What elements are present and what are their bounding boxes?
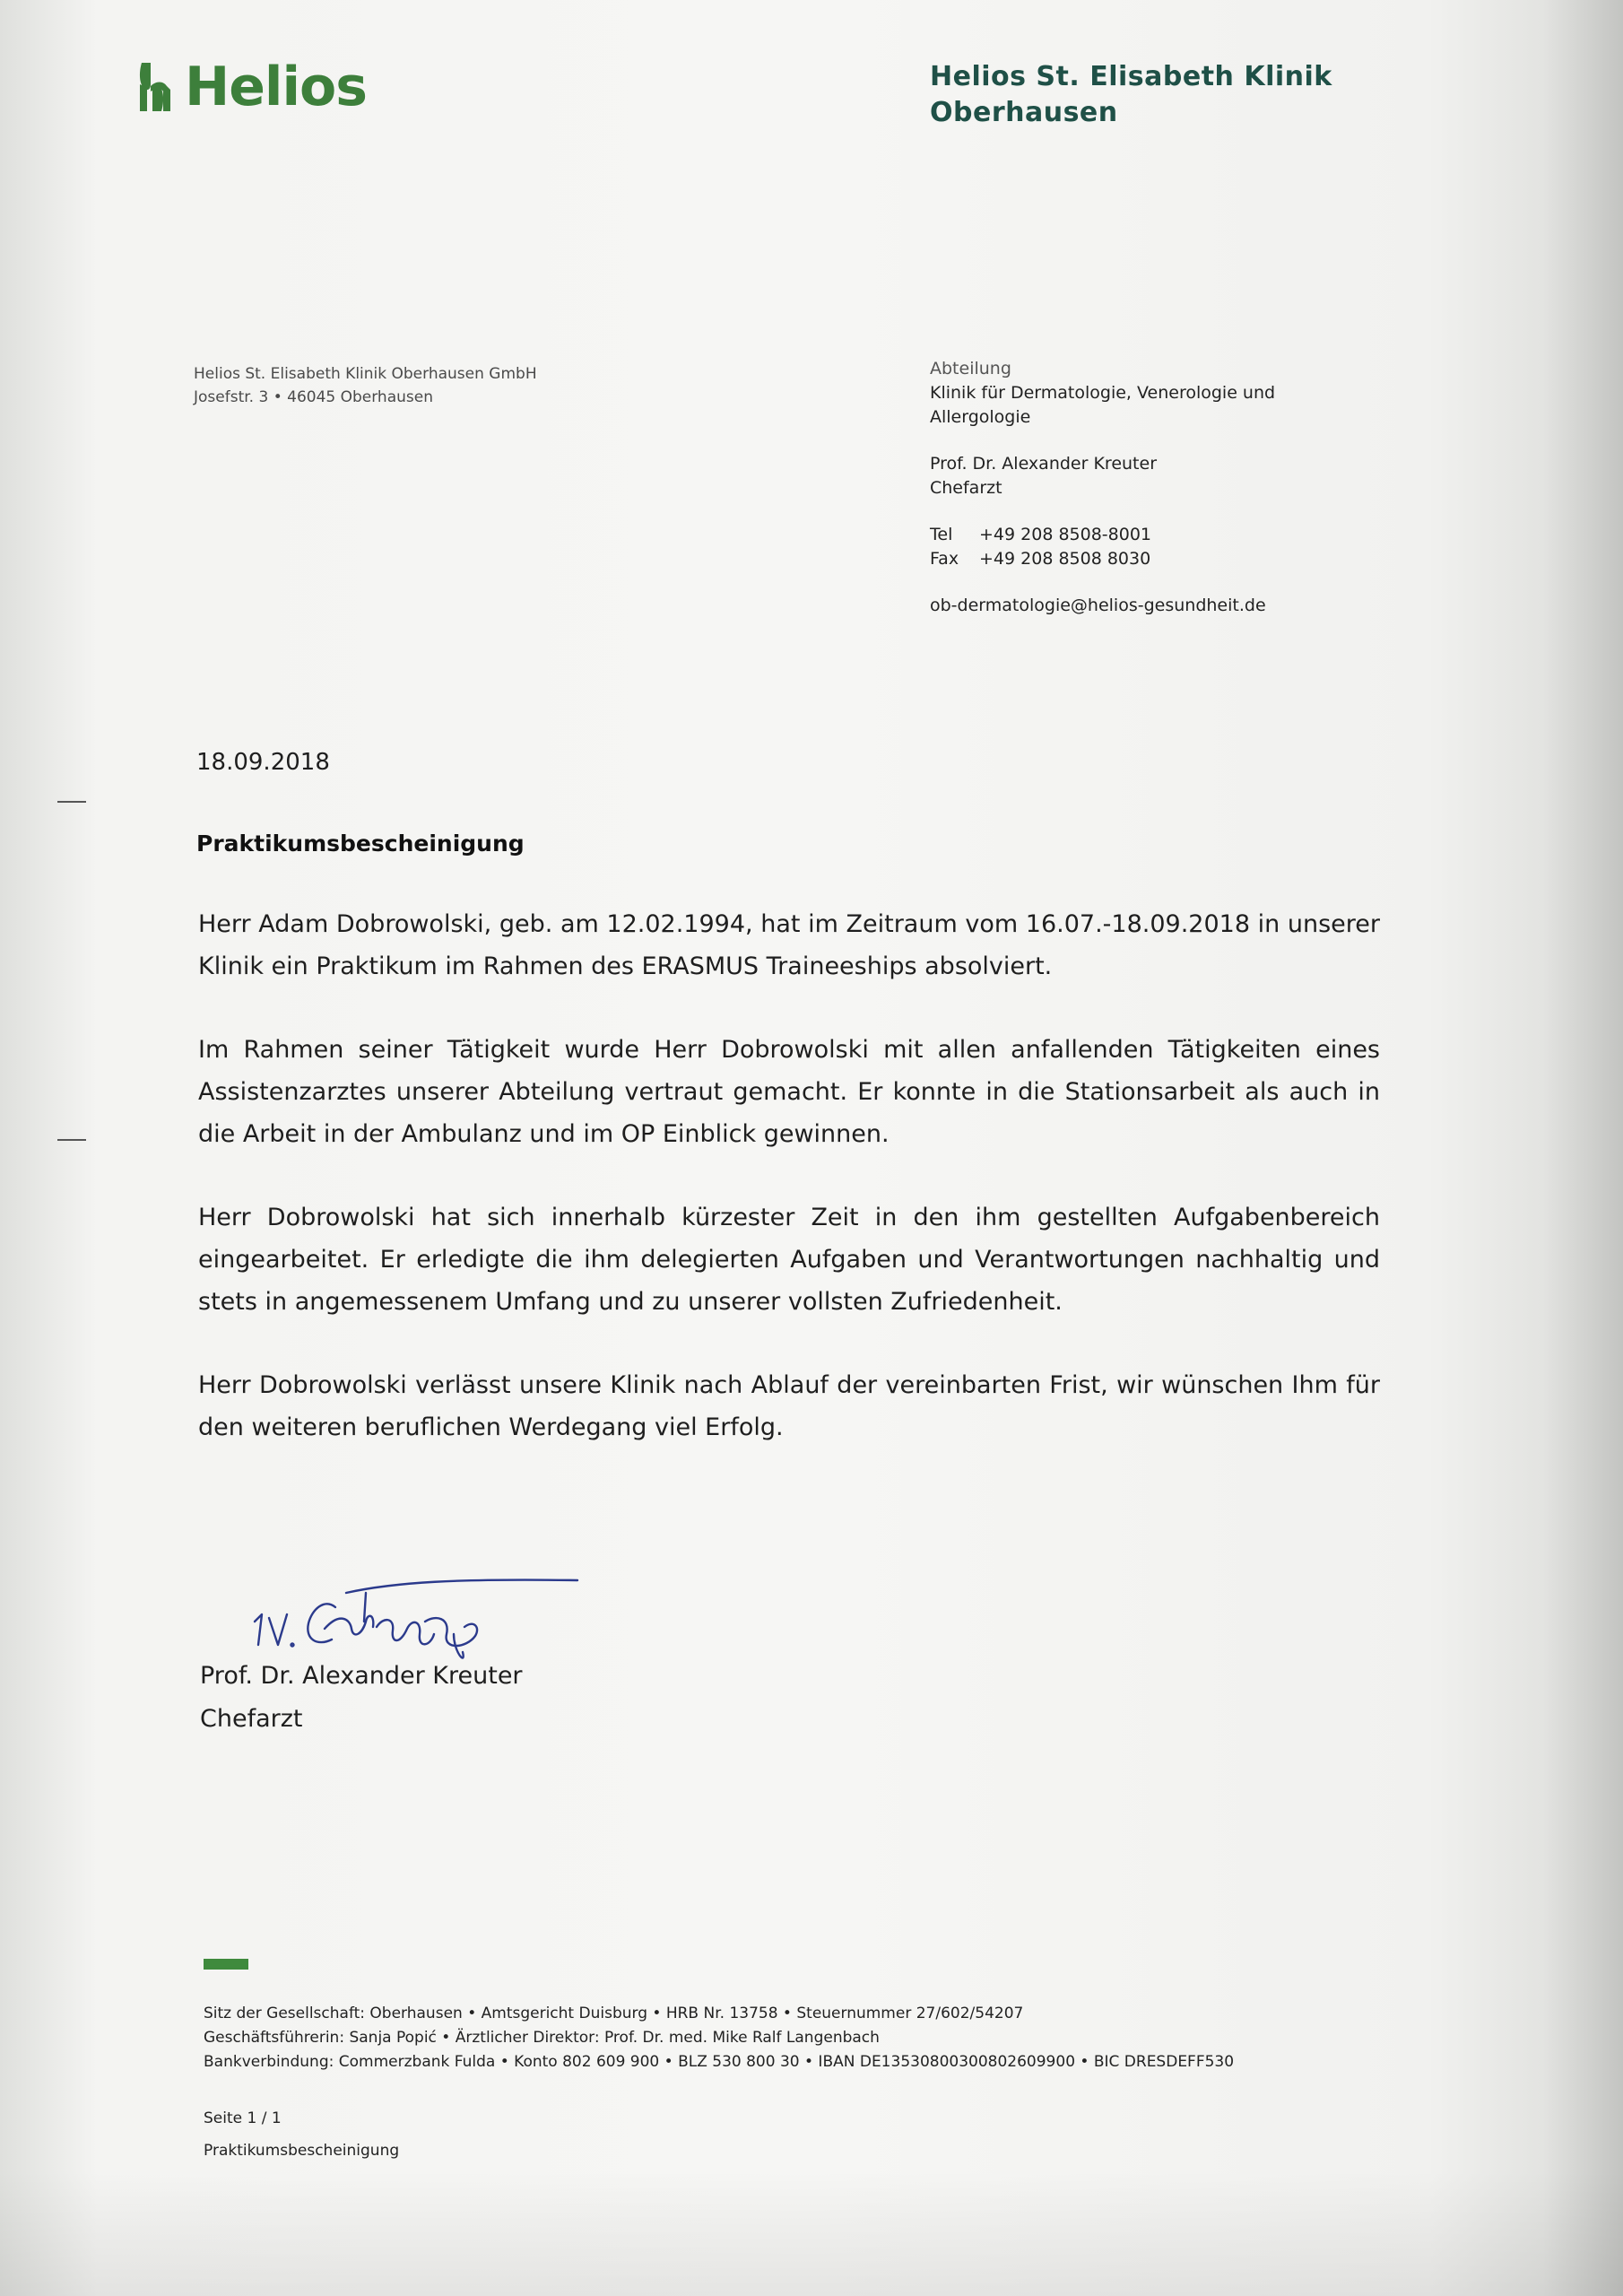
department-head-name: Prof. Dr. Alexander Kreuter (930, 454, 1158, 474)
fax-value: +49 208 8508 8030 (979, 549, 1151, 569)
fax-label: Fax (930, 549, 959, 569)
clinic-name (930, 59, 1468, 131)
footer-legal (204, 2002, 1234, 2074)
department-label: Abteilung (930, 359, 1011, 378)
page-shadow-bottom (0, 2170, 1623, 2296)
paragraph-1: Herr Adam Dobrowolski, geb. am 12.02.1994, hat im Zeitraum vom 16.07.-18.09.2018 in unserer Klinik ein Praktikum im Rahmen des ERASMUS Traineeships absolviert. (198, 910, 1380, 980)
department-name-line1: Klinik für Dermatologie, Venerologie und (930, 383, 1276, 403)
paragraph-3: Herr Dobrowolski hat sich innerhalb kürzester Zeit in den ihm gestellten Aufgabenbereich eingearbeitet. Er erledigte die ihm delegierten Aufgaben und Verantwortungen nachhaltig und stets in angemessenem Umfang und zu unserer vollsten Zufriedenheit. (198, 1204, 1380, 1316)
department-email: ob-dermatologie@helios-gesundheit.de (930, 596, 1266, 615)
sender-line1: Helios St. Elisabeth Klinik Oberhausen GmbH (194, 365, 537, 383)
phone-row (930, 523, 1396, 547)
footer-line1: Sitz der Gesellschaft: Oberhausen • Amtsgericht Duisburg • HRB Nr. 13758 • Steuernummer 27/602/54207 (204, 2005, 1024, 2022)
fold-mark-middle (57, 1139, 86, 1141)
signer-block (200, 1655, 523, 1741)
helios-leaf-icon (136, 59, 176, 115)
letter-date: 18.09.2018 (196, 749, 330, 776)
document-name: Praktikumsbescheinigung (204, 2142, 400, 2160)
department-info (930, 357, 1396, 618)
clinic-name-line2: Oberhausen (930, 97, 1118, 128)
phone-label: Tel (930, 525, 953, 544)
footer-line2: Geschäftsführerin: Sanja Popić • Ärztlicher Direktor: Prof. Dr. med. Mike Ralf Langenbach (204, 2029, 880, 2047)
letter-body (198, 903, 1380, 1490)
letter-subject: Praktikumsbescheinigung (196, 831, 525, 857)
paragraph-4: Herr Dobrowolski verlässt unsere Klinik nach Ablauf der vereinbarten Frist, wir wünschen Ihm für den weiteren beruflichen Werdegang viel Erfolg. (198, 1371, 1380, 1441)
clinic-name-line1: Helios St. Elisabeth Klinik (930, 61, 1332, 92)
department-name-line2: Allergologie (930, 407, 1031, 427)
sender-line2: Josefstr. 3 • 46045 Oberhausen (194, 388, 433, 406)
footer-line3: Bankverbindung: Commerzbank Fulda • Konto 802 609 900 • BLZ 530 800 30 • IBAN DE13530800300802609900 • BIC DRESDEFF530 (204, 2053, 1235, 2071)
helios-logo (136, 56, 367, 118)
phone-value: +49 208 8508-8001 (979, 525, 1152, 544)
paragraph-2: Im Rahmen seiner Tätigkeit wurde Herr Dobrowolski mit allen anfallenden Tätigkeiten eines Assistenzarztes unserer Abteilung vertraut gemacht. Er konnte in die Stationsarbeit als auch in die Arbeit in der Ambulanz und im OP Einblick gewinnen. (198, 1036, 1380, 1148)
logo-wordmark: Helios (185, 56, 367, 118)
sender-address (194, 362, 537, 409)
footer-accent-bar (204, 1959, 248, 1970)
page-shadow-right (1542, 0, 1623, 2296)
signer-title: Chefarzt (200, 1705, 303, 1733)
page-number: Seite 1 / 1 (204, 2109, 282, 2127)
page-info (204, 2102, 399, 2167)
fold-mark-top (57, 801, 86, 803)
department-head-title: Chefarzt (930, 478, 1002, 498)
signer-name: Prof. Dr. Alexander Kreuter (200, 1662, 523, 1690)
fax-row (930, 547, 1396, 571)
handwritten-signature (242, 1562, 592, 1670)
